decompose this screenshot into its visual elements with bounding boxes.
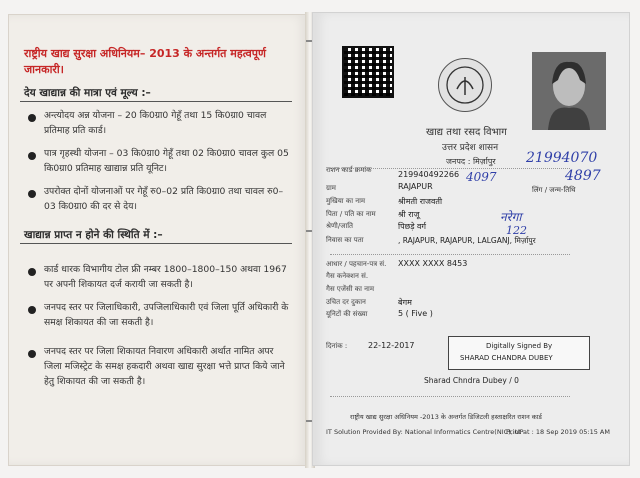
handwritten-note: नरेगा [500,210,522,224]
state-name: उत्तर प्रदेश शासन [442,143,499,153]
state-emblem-icon [438,58,492,112]
form-divider [330,396,570,398]
fair-price-shop-value: बेगम [398,298,412,307]
units-value: 5 ( Five ) [398,309,433,318]
main-heading: राष्ट्रीय खाद्य सुरक्षा अधिनियम– 2013 के अन्तर्गत महत्वपूर्ण जानकारी। [24,47,266,76]
date-label: दिनांक : [326,342,348,350]
section-divider [20,101,292,102]
ration-card-number: 219940492266 [398,170,460,179]
field-label: गैस एजेंसी का नाम [326,285,375,293]
handwritten-number: 4897 [565,168,601,184]
date-value: 22-12-2017 [368,341,415,350]
head-name-value: श्रीमती राजवती [398,197,443,206]
cardholder-photo [532,52,606,130]
section-title-quantity-price: देय खाद्यान्न की मात्रा एवं मूल्य :– [24,87,151,99]
field-label: निवास का पता [326,236,364,244]
section-title-complaint: खाद्यान्न प्राप्त न होने की स्थिति में :– [24,229,163,241]
bullet [28,114,36,122]
handwritten-number: 21994070 [526,150,598,166]
bullet [28,350,36,358]
info-item-tollfree: कार्ड धारक विभागीय टोल फ्री नम्बर 1800–1800–150 अथवा 1967 पर अपनी शिकायत दर्ज करायी जा सकती है। [44,264,287,290]
photo-caption: लिंग / जन्म-तिथि [532,186,576,194]
handwritten-note: 122 [506,224,527,237]
footer-print-date: Print at : 18 Sep 2019 05:15 AM [506,428,610,436]
info-item-grievance-officer: जनपद स्तर पर जिला शिकायत निवारण अधिकारी अर्थात नामित अपर जिला मजिस्ट्रेट के समक्ष हकदारी अथवा खाद्य सुरक्षा भत्ते प्राप्त किये जाने हेतु शिकायत की जा सकती है। [44,346,285,387]
section-divider [20,243,292,244]
bullet [28,152,36,160]
form-divider [330,254,570,256]
village-value: RAJAPUR [398,182,433,191]
field-label: ग्राम [326,184,336,192]
field-label: राशन कार्ड क्रमांक [326,166,372,174]
info-item-district-officer: जनपद स्तर पर जिलाधिकारी, उपजिलाधिकारी एवं जिला पूर्ति अधिकारी के समक्ष शिकायत की जा सकती है। [44,302,289,328]
field-label: आधार / पहचान-पत्र सं. [326,260,387,268]
field-label: श्रेणी/जाति [326,222,353,230]
field-label: पिता / पति का नाम [326,210,376,218]
field-label: यूनिटों की संख्या [326,310,368,318]
bullet [28,268,36,276]
department-name: खाद्य तथा रसद विभाग [426,127,507,138]
father-husband-value: श्री राजू [398,210,420,219]
bullet [28,190,36,198]
aadhaar-value: XXXX XXXX 8453 [398,259,468,268]
category-value: पिछड़े वर्ग [398,222,426,231]
footer-title: राष्ट्रीय खाद्य सुरक्षा अधिनियम -2013 के अन्तर्गत डिजिटली हस्ताक्षरित राशन कार्ड [350,413,542,421]
info-item-antyodaya: अन्त्योदय अन्न योजना – 20 कि0ग्रा0 गेहूँ तथा 15 कि0ग्रा0 चावल प्रतिमाह प्रति कार्ड। [44,110,267,136]
qr-code [342,46,394,98]
signatory-name: Sharad Chndra Dubey / 0 [424,376,519,385]
district-name: जनपद : मिर्ज़ापुर [446,157,496,166]
digital-sign-label: Digitally Signed By [486,342,553,350]
info-item-rate: उपरोक्त दोनों योजनाओं पर गेहूँ रु0–02 प्रति कि0ग्रा0 तथा चावल रु0–03 कि0ग्रा0 की दर से देय। [44,186,284,212]
bullet [28,306,36,314]
field-label: उचित दर दुकान [326,298,366,306]
field-label: मुखिया का नाम [326,197,366,205]
field-label: गैस कनेक्शन सं. [326,272,369,280]
info-item-patra-grihasthi: पात्र गृहस्थी योजना – 03 कि0ग्रा0 गेहूँ तथा 02 कि0ग्रा0 चावल कुल 05 कि0ग्रा0 प्रतिमाह खाद्यान्न प्रति यूनिट। [44,148,289,174]
footer-nic: IT Solution Provided By: National Informatics Centre(NIC), UP [326,428,524,436]
handwritten-note: 4097 [466,170,497,184]
digital-sign-name: SHARAD CHANDRA DUBEY [460,354,553,362]
address-value: , RAJAPUR, RAJAPUR, LALGANJ, मिर्ज़ापुर [398,236,536,245]
